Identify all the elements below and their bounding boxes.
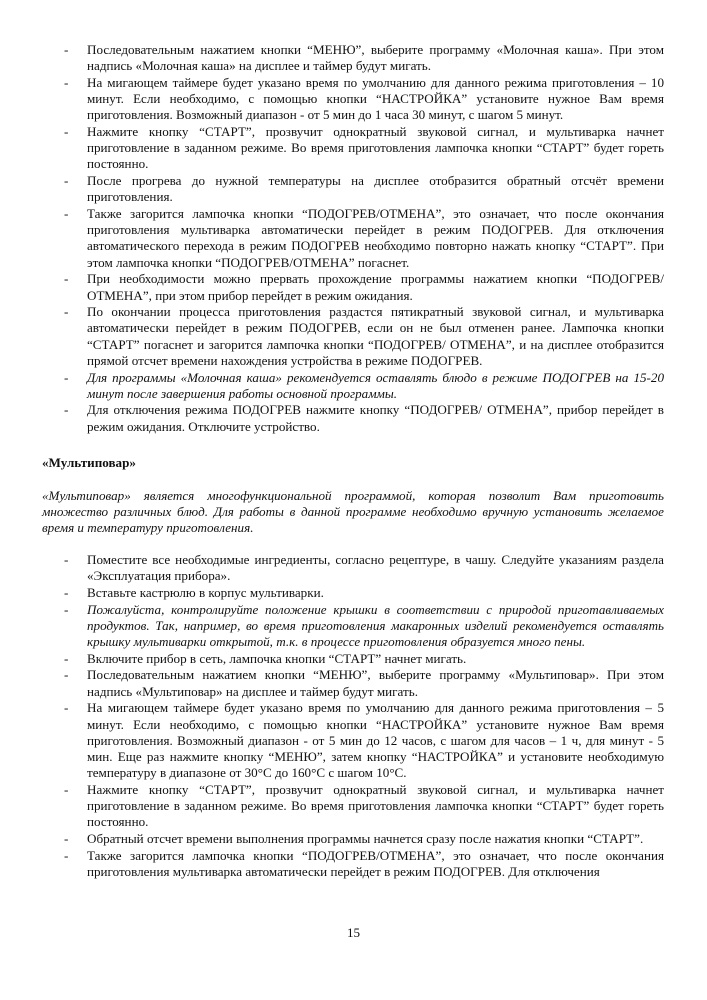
list-item: - Последовательным нажатием кнопки “МЕНЮ”, выберите программу «Молочная каша». При этом надпись «Молочная каша» на дисплее и таймер будут мигать. bbox=[40, 42, 664, 74]
list-item: - Нажмите кнопку “СТАРТ”, прозвучит однократный звуковой сигнал, и мультиварка начнет приготовление в заданном режиме. Во время приготовления лампочка кнопки “СТАРТ” будет гореть постоянно. bbox=[40, 124, 664, 173]
list-item: - Также загорится лампочка кнопки “ПОДОГРЕВ/ОТМЕНА”, это означает, что после окончания приготовления мультиварка автоматически перейдет в режим ПОДОГРЕВ. Для отключения автоматического перехода в режим ПОДОГРЕВ необходимо повторно нажать кнопку “СТАРТ”. При этом лампочка кнопки “ПОДОГРЕВ/ОТМЕНА” погаснет. bbox=[40, 206, 664, 271]
list-item: - Нажмите кнопку “СТАРТ”, прозвучит однократный звуковой сигнал, и мультиварка начнет приготовление в заданном режиме. Во время приготовления лампочка кнопки “СТАРТ” будет гореть постоянно. bbox=[40, 782, 664, 831]
list-item: - Последовательным нажатием кнопки “МЕНЮ”, выберите программу «Мультиповар». При этом надпись «Мультиповар» на дисплее и таймер будут мигать. bbox=[40, 667, 664, 699]
milk-porridge-instructions-list bbox=[40, 42, 707, 435]
list-item: - При необходимости можно прервать прохождение программы нажатием кнопки “ПОДОГРЕВ/ ОТМЕНА”, при этом прибор перейдет в режим ожидания. bbox=[40, 271, 664, 303]
list-item: - Обратный отсчет времени выполнения программы начнется сразу после нажатия кнопки “СТАРТ”. bbox=[40, 831, 664, 847]
list-item: - На мигающем таймере будет указано время по умолчанию для данного режима приготовления – 10 минут. Если необходимо, с помощью кнопки “НАСТРОЙКА” установите нужное Вам время приготовления. Возможный диапазон - от 5 мин до 1 часа 30 минут, с шагом 5 минут. bbox=[40, 75, 664, 124]
list-item: - Поместите все необходимые ингредиенты, согласно рецептуре, в чашу. Следуйте указаниям раздела «Эксплуатация прибора». bbox=[40, 552, 664, 584]
list-item: - Для программы «Молочная каша» рекомендуется оставлять блюдо в режиме ПОДОГРЕВ на 15-20 минут после завершения работы основной программы. bbox=[40, 370, 664, 402]
list-item: - На мигающем таймере будет указано время по умолчанию для данного режима приготовления – 5 минут. Если необходимо, с помощью кнопки “НАСТРОЙКА” установите нужное Вам время приготовления. Возможный диапазон - от 5 мин до 12 часов, с шагом для часов – 1 ч, для минут - 5 мин. Еще раз нажмите кнопку “МЕНЮ”, затем кнопку “НАСТРОЙКА” и установите необходимую температуру в диапазоне от 30°С до 160°С с шагом 10°С. bbox=[40, 700, 664, 781]
list-item: - После прогрева до нужной температуры на дисплее отобразится обратный отсчёт времени приготовления. bbox=[40, 173, 664, 205]
list-item: - Вставьте кастрюлю в корпус мультиварки. bbox=[40, 585, 664, 601]
section-title: «Мультиповар» bbox=[42, 455, 136, 470]
list-item: - По окончании процесса приготовления раздастся пятикратный звуковой сигнал, и мультиварка автоматически перейдет в режим ПОДОГРЕВ, если он не был отменен ранее. Лампочка кнопки “СТАРТ” погаснет и загорится лампочка кнопки “ПОДОГРЕВ/ ОТМЕНА”, и на дисплее отобразится прямой отсчет времени нахождения устройства в режиме ПОДОГРЕВ. bbox=[40, 304, 664, 369]
list-item: - Для отключения режима ПОДОГРЕВ нажмите кнопку “ПОДОГРЕВ/ ОТМЕНА”, прибор перейдет в режим ожидания. Отключите устройство. bbox=[40, 402, 664, 434]
section-intro: «Мультиповар» является многофункциональной программой, которая позволит Вам приготовить множество различных блюд. Для работы в данной программе необходимо вручную установить желаемое время и температуру приготовления. bbox=[42, 488, 664, 536]
multicook-instructions-list bbox=[40, 552, 707, 881]
list-item: - Пожалуйста, контролируйте положение крышки в соответствии с природой приготавливаемых продуктов. Так, например, во время приготовления макаронных изделий рекомендуется оставлять крышку мультиварки открытой, т.к. в процессе приготовления образуется много пены. bbox=[40, 602, 664, 651]
page-number: 15 bbox=[346, 925, 361, 940]
list-item: - Включите прибор в сеть, лампочка кнопки “СТАРТ” начнет мигать. bbox=[40, 651, 664, 667]
list-item: - Также загорится лампочка кнопки “ПОДОГРЕВ/ОТМЕНА”, это означает, что после окончания приготовления мультиварка автоматически перейдет в режим ПОДОГРЕВ. Для отключения bbox=[40, 848, 664, 880]
